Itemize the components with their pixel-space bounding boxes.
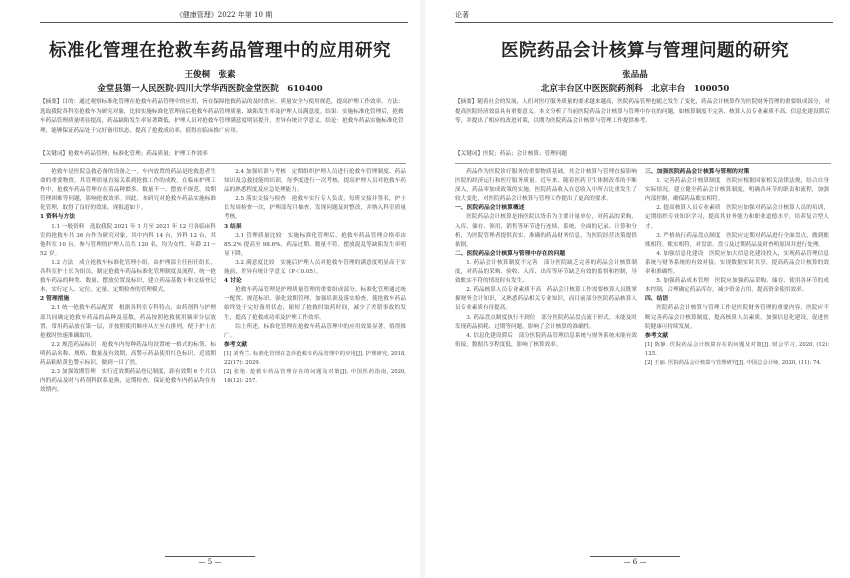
article-title: 医院药品会计核算与管理问题的研究 bbox=[501, 41, 789, 61]
body-column-2 bbox=[645, 168, 829, 542]
body-paragraph: 2.4 加强培训与考核 定期组织护理人员进行抢救车管理制度、药品知识及急救技能的培训，每季度进行一次考核，提高护理人员对抢救车药品的熟悉程度及应急处理能力。 bbox=[224, 169, 406, 194]
body-column-1 bbox=[40, 168, 216, 542]
divider bbox=[455, 163, 831, 164]
body-paragraph: 抢救车是医院急救必备的设备之一，车内放置的药品是抢救患者生命的重要物资，其管理质量直接关系到抢救工作的成败。在临床护理工作中，抢救车药品管理存在着品种繁多、数量不一、摆放不规范、效期管理困难等问题，影响抢救效率。因此，本研究对抢救车药品实施标准化管理，取得了良好的效果，现报道如下。 bbox=[40, 169, 216, 212]
left-page bbox=[0, 0, 420, 578]
article-keywords: 【关键词】医院；药品；会计核算；管理问题 bbox=[455, 151, 567, 157]
section-heading: 参考文献 bbox=[224, 341, 248, 348]
section-heading: 一、医院药品会计核算概述 bbox=[455, 205, 525, 212]
section-heading: 三、加强医院药品会计核算与管理的对策 bbox=[645, 169, 750, 175]
body-paragraph: 1. 药品会计核算制度不完善 部分医院缺乏完善的药品会计核算制度，对药品的采购、验收、入库、出库等环节缺乏有效的监督和控制，导致账实不符的情况时有发生。 bbox=[455, 259, 637, 285]
body-paragraph: 综上所述，标准化管理在抢救车药品管理中的应用效果显著，值得推广。 bbox=[224, 323, 406, 339]
body-paragraph: 药品作为医院诊疗服务的重要物质基础，其会计核算与管理直接影响医院的经济运行和医疗服务质量。近年来，随着医药卫生体制改革的不断深入，药品零加成政策的实施，医院药品收入在总收入中所占比重发生了较大变化，对医院药品会计核算与管理工作提出了更高的要求。 bbox=[455, 169, 637, 203]
body-paragraph: 2. 提高核算人员专业素质 医院应加强对药品会计核算人员的培训，定期组织专业知识学习，提高其业务能力和职业道德水平，培养复合型人才。 bbox=[645, 205, 829, 230]
body-column-1 bbox=[455, 168, 637, 542]
body-paragraph: 2. 药品核算人员专业素质不高 药品会计核算工作需要核算人员既掌握财务会计知识，又熟悉药品相关专业知识，而目前部分医院药品核算人员专业素质有待提高。 bbox=[455, 287, 637, 312]
reference-item: [2] 王丽. 医院药品会计核算与管理研究[J]. 中国总会计师, 2020, (11): 74. bbox=[645, 359, 822, 366]
body-paragraph: 3. 药品盘点制度执行不到位 部分医院药品盘点流于形式，未能及时发现药品损耗、过期等问题，影响了会计核算的准确性。 bbox=[455, 314, 637, 330]
running-head bbox=[40, 10, 408, 23]
article-abstract: 【摘要】随着社会的发展，人们对医疗服务质量的要求越来越高，医院药品管理也随之发生了变化，药品会计核算作为医院财务管理的重要组成部分，对提高医院经济效益具有重要意义。本文分析了当前医院药品会计核算与管理中存在的问题，如核算制度不完善、核算人员专业素质不高、信息化建设滞后等，并提出了相应的改进对策，以期为医院药品会计核算与管理工作提供参考。 bbox=[455, 99, 830, 125]
body-paragraph: 1.1 一般资料 选取我院 2021 年 1 月至 2021 年 12 月各临床科室的抢救车共 36 台作为研究对象，其中内科 14 台，外科 12 台，其他科室 10 台。参与管理的护理人员共 120 名，均为女性，年龄 21～52 岁。 bbox=[40, 223, 216, 257]
divider bbox=[40, 163, 406, 164]
body-paragraph: 2.5 落实交接与检查 抢救车实行专人负责，每班交接并签名，护士长每周检查一次，护理部每月抽查，发现问题及时整改，并纳入科室质量考核。 bbox=[224, 196, 406, 221]
body-paragraph: 3.2 满意度比较 实施后护理人员对抢救车管理的满意度明显高于实施前，差异有统计学意义（P＜0.05）。 bbox=[224, 259, 406, 276]
page-number bbox=[0, 556, 420, 566]
section-heading: 4 讨论 bbox=[224, 278, 242, 285]
body-column-2 bbox=[224, 168, 406, 542]
section-heading: 二、医院药品会计核算与管理中存在的问题 bbox=[455, 250, 566, 257]
article-abstract: 【摘要】目的：通过观察标准化管理在抢救车药品管理中的应用，旨在保障抢救药品的及时供应、质量安全与使用规范，提高护理工作效率。方法：选取我院各科室抢救车为研究对象，比较实施标准化管理前后抢救车药品管理质量、缺陷发生率及护理人员满意度。结果：实施标准化管理后，抢救车药品管理质量明显提高，药品缺陷发生率显著降低，护理人员对抢救车管理满意度明显提升，差异有统计学意义。结论：抢救车药品实施标准化管理，能够保证药品处于完好备用状态，提高了抢救成功率，值得在临床推广应用。 bbox=[40, 99, 404, 134]
body-paragraph: 抢救车药品管理是护理质量管理的重要组成部分。标准化管理通过统一配置、规范标识、强化效期管理、加强培训及落实检查，使抢救车药品始终处于完好备用状态，缩短了抢救时取药时间，减少了差错事故的发生，提高了抢救成功率及护理工作效率。 bbox=[224, 287, 406, 321]
reference-item: [1] 陈静. 医院药品会计核算存在的问题及对策[J]. 财会学习, 2020, (12): 125. bbox=[645, 341, 829, 357]
article-author: 王俊桐 张素 bbox=[184, 70, 236, 80]
body-paragraph: 医院药品会计核算与管理工作是医院财务管理的重要内容，医院应不断完善药品会计核算制度，提高核算人员素质，加强信息化建设，促进医院健康可持续发展。 bbox=[645, 305, 829, 330]
reference-item: [2] 张艳. 抢救车药品管理存在的问题及对策[J]. 中国医药指南, 2020, 18(12): 257. bbox=[224, 369, 406, 385]
page-number-text: — 5 — bbox=[165, 556, 255, 566]
section-heading: 四、结语 bbox=[645, 296, 669, 303]
section-heading: 参考文献 bbox=[645, 332, 669, 339]
article-keywords: 【关键词】抢救车药品管理；标准化管理；药品质量；护理工作效率 bbox=[40, 151, 208, 157]
body-paragraph: 4. 信息化建设滞后 部分医院药品管理信息系统与财务系统未能有效衔接，数据共享程度低，影响了核算效率。 bbox=[455, 332, 637, 348]
article-affiliation: 北京丰台区中医医院药剂科 北京丰台 100050 bbox=[540, 84, 730, 94]
running-head bbox=[455, 10, 833, 23]
body-paragraph: 3.1 管理质量比较 实施标准化管理后，抢救车药品管理合格率由 85.2% 提高至 98.6%，药品过期、数量不符、摆放混乱等缺陷发生率明显下降。 bbox=[224, 232, 406, 257]
body-paragraph: 4. 加强信息化建设 医院应加大信息化建设投入，实现药品管理信息系统与财务系统的有效对接，实现数据实时共享，提高药品会计核算的效率和准确性。 bbox=[645, 250, 829, 276]
page-number-text: — 6 — bbox=[590, 556, 680, 566]
running-head-text: 论著 bbox=[455, 11, 469, 19]
article-affiliation: 金堂县第一人民医院·四川大学华西医院金堂医院 610400 bbox=[97, 84, 323, 94]
reference-item: [1] 刘秀兰. 标准化管理在急诊抢救车药品管理中的应用[J]. 护理研究, 2018, 22(17): 2029. bbox=[224, 350, 406, 366]
body-paragraph: 5. 加强药品成本管理 医院应加强药品采购、储存、使用各环节的成本控制，合理确定药品库存，减少资金占用，提高资金使用效率。 bbox=[645, 278, 829, 294]
section-heading: 1 资料与方法 bbox=[40, 214, 76, 221]
article-title: 标准化管理在抢救车药品管理中的应用研究 bbox=[49, 41, 391, 61]
page-number bbox=[425, 556, 845, 566]
body-paragraph: 1. 完善药品会计核算制度 医院应根据国家相关法律法规，结合自身实际情况，建立健全药品会计核算制度，明确各环节的职责和流程，加强内部控制，确保药品账实相符。 bbox=[645, 178, 829, 203]
body-paragraph: 医院药品会计核算是指医院以货币为主要计量单位，对药品的采购、入库、储存、领用、销售等环节进行连续、系统、全面的记录、计算和分析，为医院管理者提供真实、准确的药品财务信息，为医院经营决策提供依据。 bbox=[455, 214, 637, 248]
body-paragraph: 2.3 加强效期管理 实行近效期药品登记制度，距有效期 6 个月以内的药品及时与药剂科联系更换，定期检查，保证抢救车内药品均在有效期内。 bbox=[40, 369, 216, 394]
body-paragraph: 3. 严格执行药品盘点制度 医院应定期对药品进行全面盘点，做到账账相符、账实相符，对盘盈、盘亏及过期药品及时查明原因并进行处理。 bbox=[645, 232, 829, 248]
article-author: 张品晶 bbox=[622, 70, 648, 80]
body-paragraph: 2.2 规范药品标识 抢救车内每种药品均设置统一格式的标签，标明药品名称、规格、数量及有效期，高警示药品使用红色标识，近效期药品粘贴黄色警示标识，做到一目了然。 bbox=[40, 341, 216, 366]
section-heading: 2 管理措施 bbox=[40, 296, 70, 303]
section-heading: 3 结果 bbox=[224, 223, 242, 230]
body-paragraph: 2.1 统一抢救车药品配置 根据各科室专科特点，由药剂科与护理部共同确定抢救车药品的品种及基数，药品按照抢救使用频率分层放置，常用药品放在第一层，并按照使用顺序从左至右排列，便于护士在抢救时快速准确取用。 bbox=[40, 305, 216, 339]
running-head-text: 《健康管理》2022 年第 10 期 bbox=[175, 11, 273, 19]
body-paragraph: 1.2 方法 成立抢救车标准化管理小组，由护理部主任担任组长，各科室护士长为组员，制定抢救车药品标准化管理制度及流程，统一抢救车药品的种类、数量、摆放位置及标识，建立药品基数卡和交接登记本，实行定人、定位、定量、定期检查的管理模式。 bbox=[40, 259, 216, 294]
right-page bbox=[425, 0, 845, 578]
